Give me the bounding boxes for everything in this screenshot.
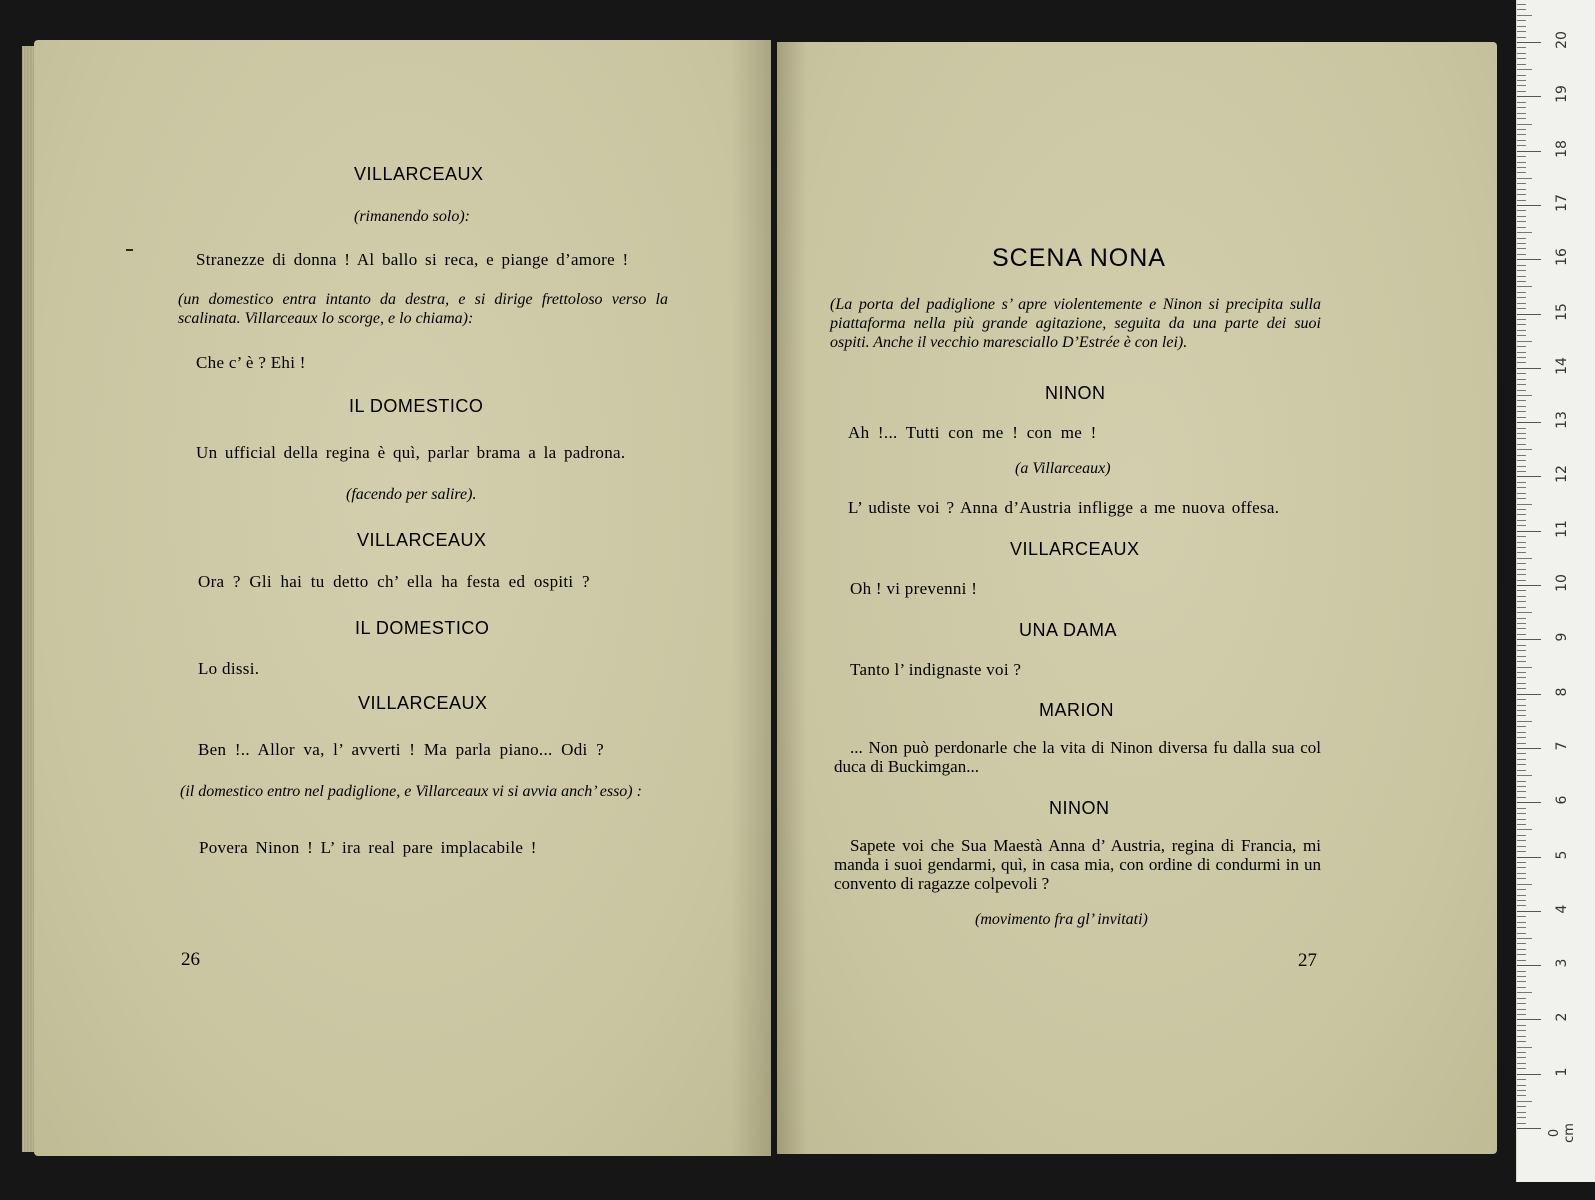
ruler-tick — [1517, 900, 1526, 901]
ruler-tick — [1517, 525, 1526, 526]
right-direction-2: (a Villarceaux) — [1015, 460, 1111, 477]
ruler-tick — [1517, 53, 1526, 54]
ruler-tick — [1517, 933, 1526, 934]
ruler-cm-label: 14 — [1554, 356, 1570, 375]
ruler-tick — [1517, 862, 1526, 863]
left-speaker-1: VILLARCEAUX — [354, 164, 484, 184]
ruler-tick — [1517, 400, 1526, 401]
ruler-tick — [1517, 390, 1526, 391]
ruler-tick — [1517, 781, 1526, 782]
ruler-tick — [1517, 1047, 1532, 1048]
ruler-cm-label: 1 — [1554, 1067, 1570, 1077]
ruler-tick — [1517, 80, 1526, 81]
ruler-tick — [1517, 759, 1526, 760]
left-line-2: Che c’ è ? Ehi ! — [196, 353, 306, 372]
ruler-tick — [1517, 96, 1541, 97]
ruler-tick — [1517, 314, 1541, 315]
ruler-tick — [1517, 1090, 1526, 1091]
ruler-cm-label — [1554, 0, 1570, 1]
left-direction-1: (rimanendo solo): — [354, 208, 470, 225]
right-direction-3: (movimento fra gl’ invitati) — [975, 911, 1148, 928]
ruler-tick — [1517, 189, 1526, 190]
ruler-tick — [1517, 585, 1541, 586]
ruler-tick — [1517, 775, 1532, 776]
left-line-4: Ora ? Gli hai tu detto ch’ ella ha festa ed ospiti ? — [198, 572, 590, 591]
margin-mark — [126, 249, 133, 251]
ruler-tick — [1517, 509, 1526, 510]
ruler-tick — [1517, 303, 1526, 304]
ruler-tick — [1517, 808, 1526, 809]
ruler-tick — [1517, 927, 1526, 928]
right-line-4: Tanto l’ indignaste voi ? — [850, 660, 1022, 679]
ruler-tick — [1517, 846, 1526, 847]
ruler-tick — [1517, 276, 1526, 277]
ruler-tick — [1517, 319, 1526, 320]
ruler-tick — [1517, 476, 1541, 477]
ruler-tick — [1517, 748, 1541, 749]
ruler-tick — [1517, 438, 1526, 439]
ruler-tick — [1517, 75, 1526, 76]
right-speaker-5: NINON — [1049, 798, 1110, 818]
ruler-tick — [1517, 688, 1526, 689]
ruler-tick — [1517, 504, 1532, 505]
ruler-tick — [1517, 259, 1541, 260]
left-direction-3: (facendo per salire). — [346, 486, 477, 503]
ruler-tick — [1517, 162, 1526, 163]
ruler-tick — [1517, 960, 1526, 961]
ruler-tick — [1517, 265, 1526, 266]
ruler-tick — [1517, 835, 1526, 836]
ruler-tick — [1517, 352, 1526, 353]
ruler-tick — [1517, 819, 1526, 820]
ruler-tick — [1517, 542, 1526, 543]
ruler-tick — [1517, 639, 1541, 640]
ruler-tick — [1517, 1052, 1526, 1053]
ruler-tick — [1517, 194, 1526, 195]
ruler-tick — [1517, 1085, 1526, 1086]
ruler-tick — [1517, 911, 1541, 912]
right-line-6: Sapete voi che Sua Maestà Anna d’ Austria, regina di Francia, mi manda i suoi gendarmi, quì, in casa mia, con ordine di condurmi in un convento di ragazze colpevoli ? — [834, 836, 1321, 893]
ruler-tick — [1517, 422, 1541, 423]
ruler-tick — [1517, 324, 1526, 325]
ruler-tick — [1517, 753, 1526, 754]
ruler-tick — [1517, 998, 1526, 999]
ruler-tick — [1517, 590, 1526, 591]
ruler-tick — [1517, 417, 1526, 418]
left-gutter-shadow — [731, 40, 771, 1156]
ruler-tick — [1517, 471, 1526, 472]
ruler-cm-label: 19 — [1554, 85, 1570, 104]
ruler-tick — [1517, 992, 1532, 993]
left-line-6: Ben !.. Allor va, l’ avverti ! Ma parla piano... Odi ? — [198, 740, 604, 759]
scene-title: SCENA NONA — [992, 244, 1166, 272]
ruler-tick — [1517, 721, 1532, 722]
ruler-tick — [1517, 433, 1526, 434]
ruler-tick — [1517, 1074, 1541, 1075]
ruler-tick — [1517, 183, 1526, 184]
ruler-tick — [1517, 536, 1526, 537]
ruler-tick — [1517, 797, 1526, 798]
ruler-tick — [1517, 107, 1526, 108]
ruler-tick — [1517, 254, 1526, 255]
ruler-cm-label: 13 — [1554, 411, 1570, 430]
ruler-tick — [1517, 829, 1532, 830]
ruler-tick — [1517, 286, 1532, 287]
ruler-tick — [1517, 1003, 1526, 1004]
ruler-cm-label: 7 — [1554, 741, 1570, 751]
ruler-tick — [1517, 498, 1526, 499]
ruler-tick — [1517, 867, 1526, 868]
left-speaker-3: VILLARCEAUX — [357, 530, 487, 550]
ruler-tick — [1517, 9, 1526, 10]
left-speaker-5: VILLARCEAUX — [358, 693, 488, 713]
ruler-tick — [1517, 1057, 1526, 1058]
ruler-tick — [1517, 791, 1526, 792]
ruler-tick — [1517, 357, 1526, 358]
ruler-tick — [1517, 330, 1526, 331]
ruler-tick — [1517, 232, 1532, 233]
ruler-tick — [1517, 428, 1526, 429]
ruler-tick — [1517, 873, 1526, 874]
ruler-tick — [1517, 699, 1526, 700]
ruler-tick — [1517, 895, 1526, 896]
right-speaker-1: NINON — [1045, 383, 1106, 403]
ruler-tick — [1517, 1036, 1526, 1037]
right-speaker-3: UNA DAMA — [1019, 620, 1118, 640]
ruler-tick — [1517, 1025, 1526, 1026]
ruler-tick — [1517, 140, 1526, 141]
ruler-tick — [1517, 1030, 1526, 1031]
ruler-tick — [1517, 677, 1526, 678]
ruler-tick — [1517, 981, 1526, 982]
right-line-2: L’ udiste voi ? Anna d’Austria infligge a me nuova offesa. — [848, 498, 1280, 517]
ruler-tick — [1517, 661, 1526, 662]
ruler-tick — [1517, 145, 1526, 146]
ruler-tick — [1517, 129, 1526, 130]
left-page-number: 26 — [181, 949, 200, 970]
ruler-tick — [1517, 971, 1526, 972]
ruler-tick — [1517, 411, 1526, 412]
ruler-tick — [1517, 645, 1526, 646]
ruler-tick — [1517, 102, 1526, 103]
left-line-1: Stranezze di donna ! Al ballo si reca, e piange d’amore ! — [196, 250, 629, 269]
ruler-tick — [1517, 379, 1526, 380]
ruler-tick — [1517, 482, 1526, 483]
ruler-cm-label: 10 — [1554, 574, 1570, 592]
ruler-tick — [1517, 47, 1526, 48]
ruler-tick — [1517, 362, 1526, 363]
ruler-tick — [1517, 308, 1526, 309]
ruler-tick — [1517, 134, 1526, 135]
ruler-tick — [1517, 628, 1526, 629]
ruler-tick — [1517, 976, 1526, 977]
ruler-tick — [1517, 1063, 1526, 1064]
ruler-tick — [1517, 878, 1526, 879]
ruler-tick — [1517, 705, 1526, 706]
right-direction-1: (La porta del padiglione s’ apre violentemente e Ninon si precipita sulla piattaforma nella più grande agitazione, seguita da una parte dei suoi ospiti. Anche il vecchio maresciallo D’Estrée è con lei). — [830, 296, 1321, 351]
ruler-tick — [1517, 151, 1541, 152]
right-line-3: Oh ! vi prevenni ! — [850, 579, 978, 598]
left-line-5: Lo dissi. — [198, 659, 260, 678]
ruler-tick — [1517, 243, 1526, 244]
ruler-tick — [1517, 395, 1532, 396]
ruler-tick — [1517, 58, 1526, 59]
ruler-tick — [1517, 851, 1526, 852]
ruler-tick — [1517, 20, 1526, 21]
ruler-tick — [1517, 710, 1526, 711]
ruler-tick — [1517, 449, 1532, 450]
ruler-tick — [1517, 857, 1541, 858]
right-page-number: 27 — [1298, 950, 1317, 971]
left-line-7: Povera Ninon ! L’ ira real pare implacabile ! — [199, 838, 537, 857]
ruler-tick — [1517, 406, 1526, 407]
ruler-tick — [1517, 824, 1526, 825]
ruler-tick — [1517, 634, 1526, 635]
ruler-tick — [1517, 1112, 1526, 1113]
right-speaker-2: VILLARCEAUX — [1010, 539, 1140, 559]
ruler-tick — [1517, 949, 1526, 950]
ruler-cm-label: 4 — [1554, 904, 1570, 914]
ruler-tick — [1517, 531, 1541, 532]
ruler-tick — [1517, 42, 1541, 43]
ruler-tick — [1517, 563, 1526, 564]
ruler-tick — [1517, 1079, 1526, 1080]
ruler-tick — [1517, 802, 1541, 803]
ruler-tick — [1517, 335, 1526, 336]
ruler-cm-label: 20 — [1554, 31, 1570, 49]
ruler-tick — [1517, 1123, 1526, 1124]
ruler-tick — [1517, 281, 1526, 282]
ruler-tick — [1517, 1117, 1526, 1118]
ruler-tick — [1517, 694, 1541, 695]
ruler-tick — [1517, 840, 1526, 841]
ruler-tick — [1517, 726, 1526, 727]
ruler-tick — [1517, 1019, 1541, 1020]
ruler-tick — [1517, 569, 1526, 570]
ruler-cm-label: 3 — [1554, 958, 1570, 968]
ruler-tick — [1517, 118, 1526, 119]
ruler-tick — [1517, 547, 1526, 548]
right-gutter-shadow — [777, 42, 807, 1154]
ruler-tick — [1517, 552, 1526, 553]
ruler-cm-label: 9 — [1554, 632, 1570, 642]
ruler-tick — [1517, 922, 1526, 923]
left-speaker-4: IL DOMESTICO — [355, 618, 490, 638]
ruler-tick — [1517, 156, 1526, 157]
ruler-tick — [1517, 346, 1526, 347]
ruler-tick — [1517, 1101, 1532, 1102]
ruler-tick — [1517, 764, 1526, 765]
left-line-3: Un ufficial della regina è quì, parlar brama a la padrona. — [196, 443, 626, 462]
ruler-tick — [1517, 292, 1526, 293]
ruler-tick — [1517, 167, 1526, 168]
ruler-tick — [1517, 558, 1532, 559]
ruler-tick — [1517, 248, 1526, 249]
ruler-tick — [1517, 1041, 1526, 1042]
ruler-tick — [1517, 216, 1526, 217]
ruler-tick — [1517, 732, 1526, 733]
ruler-cm-label: 8 — [1554, 687, 1570, 697]
ruler-tick — [1517, 770, 1526, 771]
ruler-tick — [1517, 178, 1532, 179]
ruler-tick — [1517, 623, 1526, 624]
ruler-tick — [1517, 514, 1526, 515]
left-direction-2: (un domestico entra intanto da destra, e si dirige frettoloso verso la scalinata. Villarceaux lo scorge, e lo chiama): — [178, 291, 668, 327]
ruler-tick — [1517, 580, 1526, 581]
right-line-5: ... Non può perdonarle che la vita di Ninon diversa fu dalla sua col duca di Buckimgan... — [834, 738, 1321, 776]
ruler-tick — [1517, 221, 1526, 222]
ruler-tick — [1517, 15, 1532, 16]
ruler-tick — [1517, 64, 1526, 65]
ruler-tick — [1517, 813, 1526, 814]
left-speaker-2: IL DOMESTICO — [349, 396, 484, 416]
ruler-tick — [1517, 596, 1526, 597]
ruler-tick — [1517, 601, 1526, 602]
right-speaker-4: MARION — [1039, 700, 1114, 720]
ruler-tick — [1517, 37, 1526, 38]
ruler-cm-label: 16 — [1554, 248, 1570, 267]
ruler-tick — [1517, 26, 1526, 27]
ruler-cm-label: 11 — [1554, 519, 1570, 538]
ruler-tick — [1517, 889, 1526, 890]
ruler-tick — [1517, 987, 1526, 988]
ruler-tick — [1517, 297, 1526, 298]
ruler-tick — [1517, 493, 1526, 494]
ruler-tick — [1517, 4, 1526, 5]
ruler-cm-label: 6 — [1554, 795, 1570, 805]
ruler-tick — [1517, 460, 1526, 461]
ruler-tick — [1517, 672, 1526, 673]
ruler-tick — [1517, 1106, 1526, 1107]
ruler-unit-label: 0 cm — [1547, 1123, 1577, 1143]
ruler-tick — [1517, 667, 1532, 668]
ruler-tick — [1517, 270, 1526, 271]
ruler-tick — [1517, 1068, 1526, 1069]
ruler-tick — [1517, 1014, 1526, 1015]
ruler-cm-label: 5 — [1554, 850, 1570, 859]
ruler-tick — [1517, 205, 1541, 206]
ruler-tick — [1517, 786, 1526, 787]
left-direction-4: (il domestico entro nel padiglione, e Villarceaux vi si avvia anch’ esso) : — [180, 783, 642, 800]
ruler-tick — [1517, 884, 1532, 885]
ruler-tick — [1517, 69, 1532, 70]
ruler-tick — [1517, 1009, 1526, 1010]
ruler-tick — [1517, 210, 1526, 211]
ruler-cm-label: 15 — [1554, 302, 1570, 321]
ruler-tick — [1517, 607, 1526, 608]
ruler-tick — [1517, 618, 1526, 619]
ruler-tick — [1517, 444, 1526, 445]
measuring-ruler — [1516, 0, 1595, 1182]
ruler-tick — [1517, 938, 1532, 939]
ruler-cm-label: 12 — [1554, 465, 1570, 484]
ruler-tick — [1517, 172, 1526, 173]
ruler-cm-label: 18 — [1554, 139, 1570, 158]
ruler-tick — [1517, 916, 1526, 917]
ruler-tick — [1517, 124, 1532, 125]
ruler-tick — [1517, 31, 1526, 32]
ruler-tick — [1517, 341, 1532, 342]
ruler-tick — [1517, 91, 1526, 92]
ruler-tick — [1517, 905, 1526, 906]
ruler-tick — [1517, 238, 1526, 239]
ruler-tick — [1517, 1095, 1526, 1096]
ruler-tick — [1517, 200, 1526, 201]
ruler-cm-label: 2 — [1554, 1012, 1570, 1022]
ruler-tick — [1517, 466, 1526, 467]
ruler-tick — [1517, 85, 1526, 86]
ruler-tick — [1517, 455, 1526, 456]
ruler-tick — [1517, 1128, 1541, 1129]
ruler-tick — [1517, 384, 1526, 385]
ruler-tick — [1517, 227, 1526, 228]
ruler-tick — [1517, 683, 1526, 684]
ruler-tick — [1517, 737, 1526, 738]
ruler-cm-label: 17 — [1554, 193, 1570, 212]
ruler-tick — [1517, 965, 1541, 966]
ruler-tick — [1517, 943, 1526, 944]
ruler-tick — [1517, 368, 1541, 369]
right-line-1: Ah !... Tutti con me ! con me ! — [848, 423, 1097, 442]
ruler-tick — [1517, 373, 1526, 374]
ruler-tick — [1517, 612, 1532, 613]
ruler-tick — [1517, 656, 1526, 657]
ruler-tick — [1517, 650, 1526, 651]
ruler-tick — [1517, 520, 1526, 521]
ruler-tick — [1517, 574, 1526, 575]
ruler-tick — [1517, 743, 1526, 744]
ruler-tick — [1517, 954, 1526, 955]
ruler-tick — [1517, 715, 1526, 716]
ruler-tick — [1517, 487, 1526, 488]
ruler-tick — [1517, 113, 1526, 114]
